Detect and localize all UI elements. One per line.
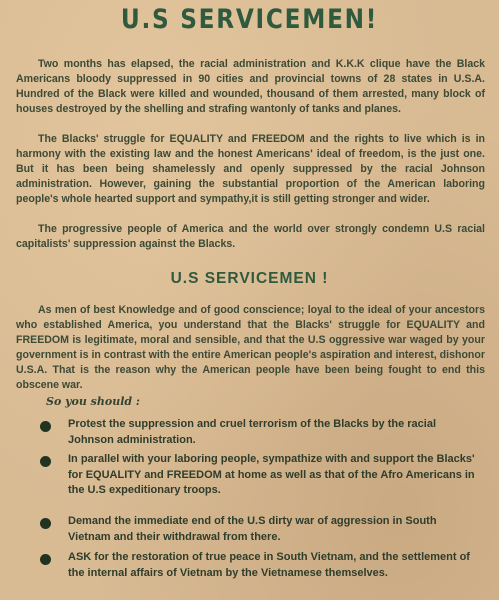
paragraph-condemn: The progressive people of America and the world over strongly condemn U.S racial capitalists' suppression against the Blacks. <box>16 223 485 250</box>
bullet-icon <box>40 421 51 432</box>
page-title: U.S SERVICEMEN! <box>120 4 379 35</box>
paragraph-struggle: The Blacks' struggle for EQUALITY and FREEDOM and the rights to live which is in harmony with the existing law and the honest Americans' ideal of freedom, is the just one. But it has been being shamelessly and openly suppressed by the racial Johnson administration. However, gaining the substantial proportion of the American laboring people's whole hearted support and sympathy,it is still getting stronger and wider. <box>16 133 485 205</box>
demand-item <box>40 417 481 448</box>
bullet-icon <box>40 518 51 529</box>
bullet-icon <box>40 554 51 565</box>
demand-text: Demand the immediate end of the U.S dirty war of aggression in South Vietnam and their withdrawal from there. <box>68 515 437 543</box>
paragraph-intro: Two months has elapsed, the racial administration and K.K.K clique have the Black Americans bloody suppressed in 90 cities and provincial towns of 28 states in U.S.A. Hundred of the Black were killed and wounded, thousand of them arrested, many block of houses destroyed by the shelling and strafing wantonly of tanks and planes. <box>16 58 485 115</box>
demand-text: In parallel with your laboring people, sympathize with and support the Blacks' for EQUALITY and FREEDOM at home as well as that of the Afro Americans in the U.S expeditionary troops. <box>68 453 475 496</box>
section-heading: U.S SERVICEMEN ! <box>170 270 329 287</box>
paragraph-appeal: As men of best Knowledge and of good conscience; loyal to the ideal of your ancestors who established America, you understand that the Blacks' struggle for EQUALITY and FREEDOM is legitimate, moral and sensible, and that the U.S oggressive war waged by your government is in contrast with the entire American people's aspiration and interest, dishonor U.S.A. That is the reason why the American people have been being fought to end this obscene war. <box>16 304 485 391</box>
demand-item <box>40 514 481 545</box>
lead-text: So you should : <box>46 395 140 408</box>
bullet-icon <box>40 456 51 467</box>
demand-text: ASK for the restoration of true peace in South Vietnam, and the settlement of the internal affairs of Vietnam by the Vietnamese themselves. <box>68 551 470 579</box>
demand-item <box>40 550 481 581</box>
demand-item <box>40 452 481 499</box>
demand-text: Protest the suppression and cruel terrorism of the Blacks by the racial Johnson administration. <box>68 418 437 446</box>
